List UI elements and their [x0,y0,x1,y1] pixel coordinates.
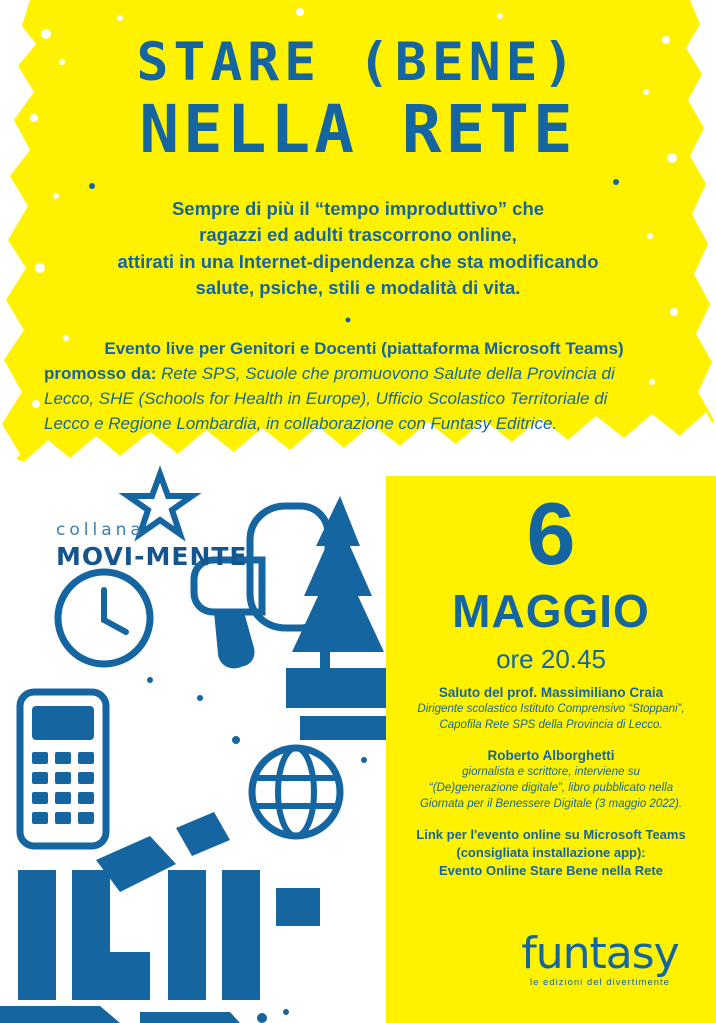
intro-line-3: attirati in una Internet-dipendenza che sta modificando [117,250,599,272]
collana-label: collana [56,520,145,540]
speaker-1-role-line-2: Capofila Rete SPS della Provincia di Lecco. [439,718,663,731]
funtasy-name: funtasy [521,928,679,979]
promo-line-1: Evento live per Genitori e Docenti (piattaforma Microsoft Teams) [104,339,624,358]
speaker-2-role-line-3: Giornata per il Benessere Digitale (3 maggio 2022). [419,797,683,810]
promo-line-2-italic: Rete SPS, Scuole che promuovono Salute della Provincia di [156,364,615,384]
poster-title [0,32,716,168]
promo-line-3: Lecco, SHE (Schools for Health in Europe), Ufficio Scolastico Territoriale di [44,389,608,409]
promo-line-2 [44,361,684,386]
intro-line-4: salute, psiche, stili e modalità di vita. [195,276,521,298]
details-spacer-2 [398,812,704,826]
promoters-paragraph [44,336,684,437]
teams-link-line-2: (consigliata installazione app): [456,845,646,861]
intro-line-1: Sempre di più il “tempo improduttivo” che [171,198,545,219]
speaker-1-role-line-1: Dirigente scolastico Istituto Comprensivo “Stoppani”, [417,703,685,716]
details-spacer-1 [398,733,704,747]
event-day: 6 [526,484,576,583]
title-line-2: NELLA RETE [139,91,577,168]
speaker-2-name: Roberto Alborghetti [487,748,615,764]
collana-name: MOVI-MENTE [56,542,248,571]
title-line-1: STARE (BENE) [136,32,580,93]
event-details [398,684,704,881]
speaker-1-name: Saluto del prof. Massimiliano Craia [438,685,664,700]
event-time: ore 20.45 [496,644,606,674]
promo-line-2-bold: promosso da: [44,364,157,384]
collana-logo [56,520,248,571]
funtasy-logo [500,928,700,988]
funtasy-tagline: le edizioni del divertimente [530,977,670,988]
intro-line-2: ragazzi ed adulti trascorrono online, [199,224,517,246]
event-month: MAGGIO [452,585,650,637]
speaker-2-role-line-1: giornalista e scrittore, interviene su [462,766,640,779]
promo-line-4: Lecco e Regione Lombardia, in collaborazione con Funtasy Editrice. [44,414,558,434]
teams-link-line-1: Link per l'evento online su Microsoft Teams [416,827,686,843]
intro-paragraph [38,196,678,301]
speaker-2-role-line-2: “(De)generazione digitale”, libro pubblicato nella [428,781,674,794]
teams-event-link[interactable]: Evento Online Stare Bene nella Rete [439,863,663,879]
